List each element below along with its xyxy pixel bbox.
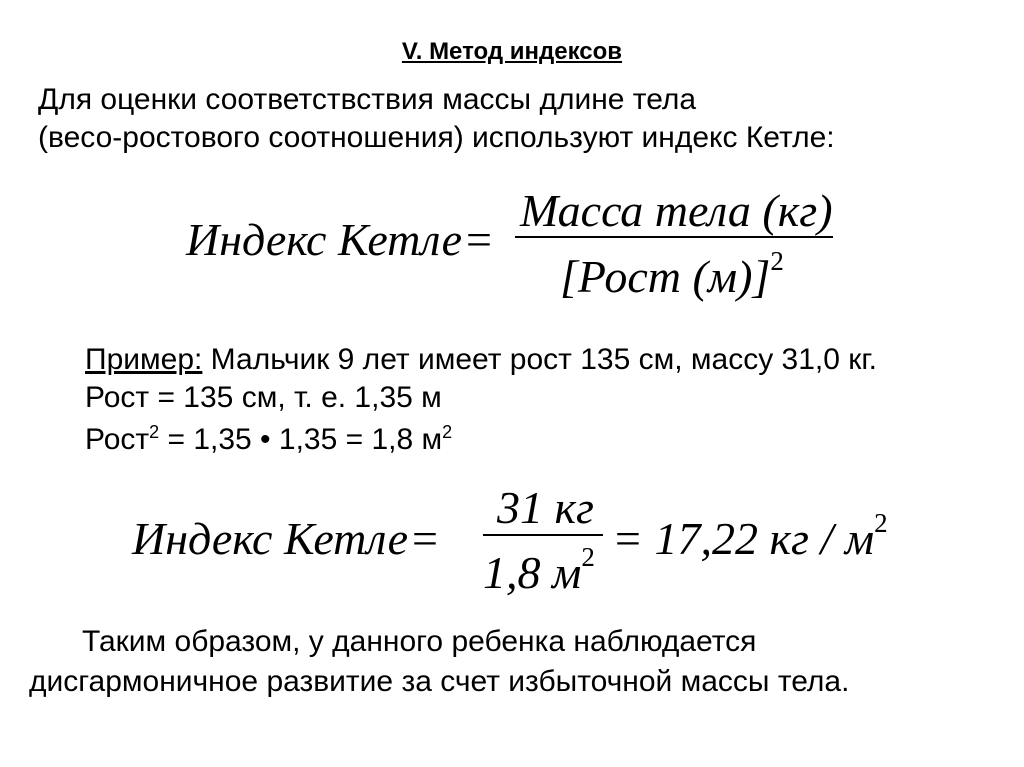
example-formula-den-exponent: 2: [581, 542, 595, 572]
formula-equals: =: [466, 214, 492, 265]
example-formula-denominator: [483, 542, 595, 599]
example-sup-2: 2: [442, 422, 453, 442]
formula-fraction-bar: [515, 236, 833, 238]
example-formula-fraction-bar: [483, 534, 603, 536]
example-formula-result-exponent: 2: [874, 508, 888, 538]
intro-line-1: Для оценки соответствствия массы длине тела: [38, 83, 697, 116]
example-line-3-b: = 1,35 • 1,35 = 1,8 м: [159, 423, 443, 456]
example-formula-equals: =: [412, 513, 438, 564]
example-formula-lhs: [132, 512, 438, 565]
example-formula-denominator-text: 1,8 м: [483, 547, 582, 598]
formula-lhs: [186, 213, 492, 266]
formula-denominator: [560, 246, 784, 303]
example-label: Пример:: [85, 343, 203, 376]
conclusion-line-2: дисгармоничное развитие за счет избыточной массы тела.: [29, 665, 850, 698]
example-line-1: [85, 341, 877, 379]
conclusion-line-1: Таким образом, у данного ребенка наблюдается: [82, 625, 757, 658]
example-formula-lhs-text: Индекс Кетле: [132, 513, 409, 564]
intro-line-2: (весо-ростового соотношения) используют индекс Кетле:: [38, 121, 835, 154]
example-formula-numerator: 31 кг: [497, 482, 594, 533]
example-line-3-a: Рост: [85, 423, 150, 456]
formula-numerator: Масса тела (кг): [520, 185, 833, 236]
slide-title: V. Метод индексов: [401, 38, 623, 65]
example-line-2: Рост = 135 см, т. е. 1,35 м: [85, 381, 442, 414]
formula-exponent: 2: [770, 246, 784, 276]
formula-denominator-text: [Рост (м)]: [560, 251, 771, 302]
example-formula-result-text: = 17,22 кг / м: [612, 513, 875, 564]
formula-lhs-text: Индекс Кетле: [186, 214, 463, 265]
example-formula-result: [612, 508, 888, 565]
example-line-3: [85, 421, 452, 459]
example-sup-1: 2: [149, 422, 160, 442]
example-text: Мальчик 9 лет имеет рост 135 см, массу 31,0 кг.: [202, 343, 878, 376]
